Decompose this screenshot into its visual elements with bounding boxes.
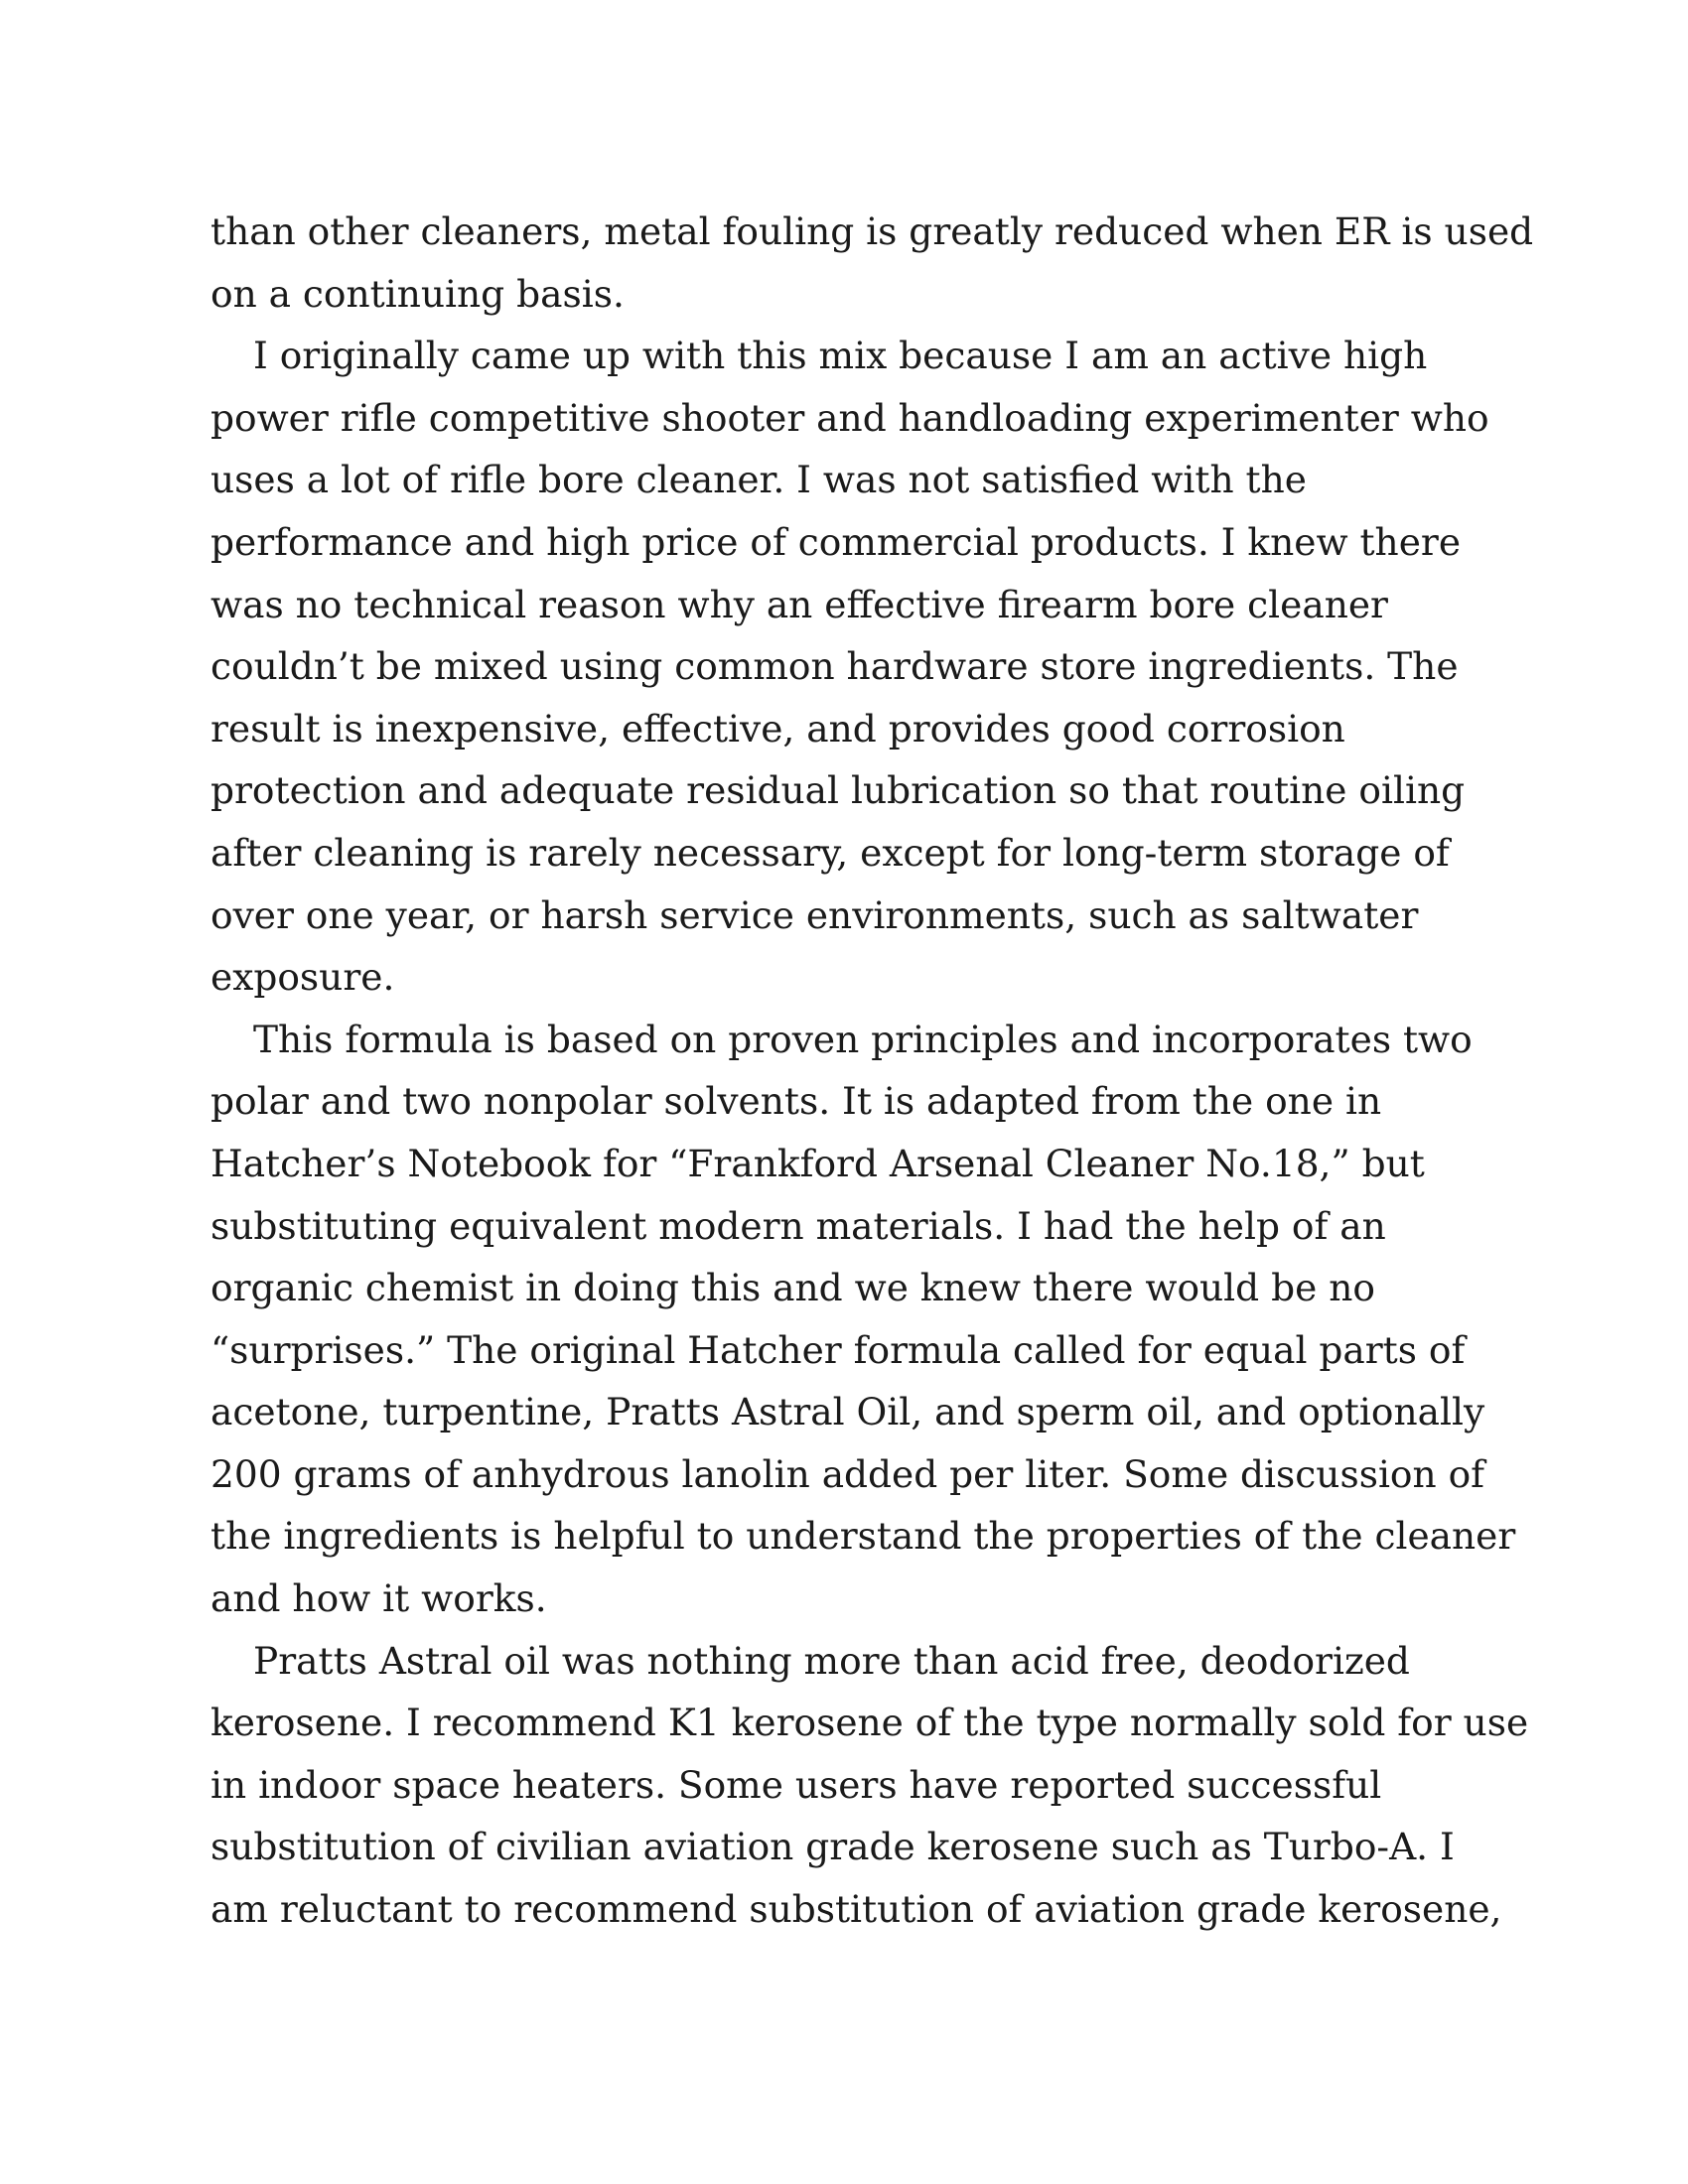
- text-line: am reluctant to recommend substitution of aviation grade kerosene,: [211, 1887, 1502, 1932]
- text-line: substitution of civilian aviation grade kerosene such as Turbo-A. I: [211, 1825, 1455, 1869]
- text-line: performance and high price of commercial products. I knew there: [211, 519, 1462, 564]
- text-line: uses a lot of rifle bore cleaner. I was not satisfied with the: [211, 458, 1307, 502]
- text-line: in indoor space heaters. Some users have reported successful: [211, 1762, 1382, 1807]
- text-line: over one year, or harsh service environments, such as saltwater: [211, 892, 1419, 937]
- text-line: “surprises.” The original Hatcher formula called for equal parts of: [211, 1327, 1466, 1372]
- document-page: [211, 201, 1534, 1941]
- text-line: than other cleaners, metal fouling is greatly reduced when ER is used: [211, 209, 1534, 253]
- paragraph-start-line: Pratts Astral oil was nothing more than acid free, deodorized: [253, 1638, 1410, 1683]
- text-line: protection and adequate residual lubrication so that routine oiling: [211, 768, 1466, 813]
- text-line: organic chemist in doing this and we knew there would be no: [211, 1266, 1375, 1310]
- text-line: after cleaning is rarely necessary, except for long-term storage of: [211, 830, 1450, 875]
- text-line: was no technical reason why an effective firearm bore cleaner: [211, 582, 1388, 626]
- paragraph-start-line: This formula is based on proven principles and incorporates two: [253, 1017, 1473, 1061]
- text-line: 200 grams of anhydrous lanolin added per liter. Some discussion of: [211, 1451, 1485, 1496]
- text-line: polar and two nonpolar solvents. It is adapted from the one in: [211, 1079, 1382, 1124]
- text-line: substituting equivalent modern materials. I had the help of an: [211, 1203, 1386, 1248]
- paragraph-start-line: I originally came up with this mix because I am an active high: [253, 334, 1428, 378]
- text-line: power rifle competitive shooter and handloading experimenter who: [211, 395, 1489, 440]
- text-line: the ingredients is helpful to understand the properties of the cleaner: [211, 1514, 1516, 1559]
- text-line: exposure.: [211, 955, 395, 1000]
- text-line: and how it works.: [211, 1576, 547, 1621]
- text-line: on a continuing basis.: [211, 271, 625, 316]
- text-line: result is inexpensive, effective, and provides good corrosion: [211, 706, 1345, 751]
- text-line: Hatcher’s Notebook for “Frankford Arsenal Cleaner No.18,” but: [211, 1141, 1425, 1185]
- text-line: couldn’t be mixed using common hardware store ingredients. The: [211, 644, 1459, 689]
- text-line: kerosene. I recommend K1 kerosene of the type normally sold for use: [211, 1701, 1529, 1745]
- text-line: acetone, turpentine, Pratts Astral Oil, and sperm oil, and optionally: [211, 1390, 1485, 1434]
